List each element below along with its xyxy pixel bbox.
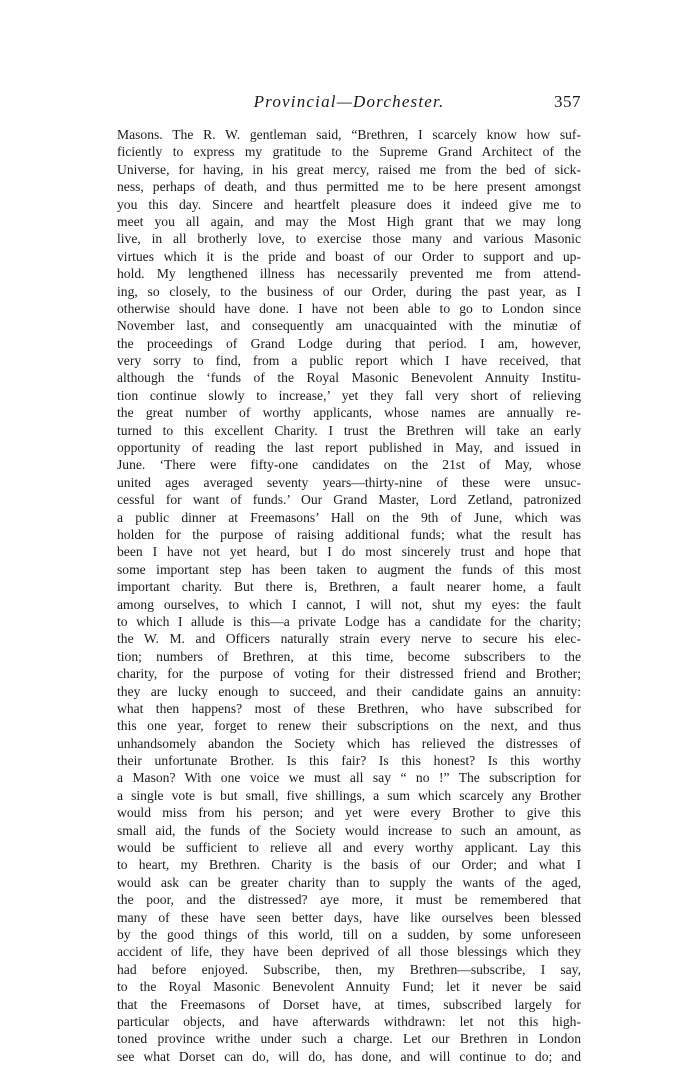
running-head [117,92,581,114]
text-line: turned to this excellent Charity. I trust the Brethren will take an early [117,422,581,438]
text-line: ness, perhaps of death, and thus permitted me to be here present amongst [117,179,581,195]
text-line: although the ‘funds of the Royal Masonic Benevolent Annuity Institu- [117,370,581,386]
text-line: their unfortunate Brother. Is this fair? Is this honest? Is this worthy [117,753,581,769]
text-line: Masons. The R. W. gentleman said, “Brethren, I scarcely know how suf- [117,127,581,142]
text-line: see what Dorset can do, will do, has done, and will continue to do; and [117,1048,581,1064]
text-line: some important step has been taken to augment the funds of this most [117,561,581,577]
text-line: to heart, my Brethren. Charity is the basis of our Order; and what I [117,857,581,873]
text-line: hold. My lengthened illness has necessarily prevented me from attend- [117,266,581,282]
text-line: to the Royal Masonic Benevolent Annuity Fund; let it never be said [117,979,581,995]
text-line: particular objects, and have afterwards withdrawn: let not this high- [117,1013,581,1029]
text-line: small aid, the funds of the Society would increase to such an amount, as [117,822,581,838]
text-line: November last, and consequently am unacquainted with the minutiæ of [117,318,581,334]
text-line: tion continue slowly to increase,’ yet they fall very short of relieving [117,387,581,403]
text-line: what then happens? most of these Brethren, who have subscribed for [117,700,581,716]
body-text [117,126,581,1065]
text-line: meet you all again, and may the Most High grant that we may long [117,213,581,229]
page-number: 357 [554,92,581,111]
text-line: that the Freemasons of Dorset have, at times, subscribed largely for [117,996,581,1012]
text-line: the great number of worthy applicants, whose names are annually re- [117,405,581,421]
text-line: June. ‘There were fifty-one candidates on the 21st of May, whose [117,457,581,473]
text-line: a single vote is but small, five shillings, a sum which scarcely any Brother [117,787,581,803]
text-line: the W. M. and Officers naturally strain every nerve to secure his elec- [117,631,581,647]
text-line: many of these have seen better days, have like ourselves been blessed [117,909,581,925]
text-line: toned province writhe under such a charge. Let our Brethren in London [117,1031,581,1047]
text-line: to which I allude is this—a private Lodge has a candidate for the charity; [117,613,581,629]
text-line: charity, for the purpose of voting for their distressed friend and Brother; [117,666,581,682]
text-line: united ages averaged seventy years—thirty-nine of these were unsuc- [117,474,581,490]
text-line: the proceedings of Grand Lodge during that period. I am, however, [117,335,581,351]
text-line: would be sufficient to relieve all and every worthy applicant. Lay this [117,840,581,856]
text-line: would miss from his person; and yet were every Brother to give this [117,805,581,821]
text-line: accident of life, they have been deprived of all those blessings which they [117,944,581,960]
text-line: Universe, for having, in his great mercy, raised me from the bed of sick- [117,161,581,177]
text-line: very sorry to find, from a public report which I have received, that [117,353,581,369]
text-line: been I have not yet heard, but I do most sincerely trust and hope that [117,544,581,560]
text-line: tion; numbers of Brethren, at this time, become subscribers to the [117,648,581,664]
text-line: you this day. Sincere and heartfelt pleasure does it indeed give me to [117,196,581,212]
text-line: unhandsomely abandon the Society which has relieved the distresses of [117,735,581,751]
text-line: they are lucky enough to succeed, and their candidate gains an annuity: [117,683,581,699]
text-line: the poor, and the distressed? aye more, it must be remembered that [117,892,581,908]
text-line: this one year, forget to renew their subscriptions on the next, and thus [117,718,581,734]
text-line: had before enjoyed. Subscribe, then, my Brethren—subscribe, I say, [117,961,581,977]
running-title: Provincial—Dorchester. [253,92,445,111]
text-line: among ourselves, to which I cannot, I will not, shut my eyes: the fault [117,596,581,612]
text-line: by the good things of this world, till on a sudden, by some unforeseen [117,926,581,942]
text-line: live, in all brotherly love, to exercise those many and various Masonic [117,231,581,247]
text-line: a public dinner at Freemasons’ Hall on the 9th of June, which was [117,509,581,525]
text-line: virtues which it is the pride and boast of our Order to support and up- [117,248,581,264]
text-line: holden for the purpose of raising additional funds; what the result has [117,526,581,542]
text-line: ficiently to express my gratitude to the Supreme Grand Architect of the [117,144,581,160]
text-line: opportunity of reading the last report published in May, and issued in [117,440,581,456]
text-line: ing, so closely, to the business of our Order, during the past year, as I [117,283,581,299]
text-line: would ask can be greater charity than to supply the wants of the aged, [117,874,581,890]
text-line: a Mason? With one voice we must all say “ no !” The subscription for [117,770,581,786]
text-line: cessful for want of funds.’ Our Grand Master, Lord Zetland, patronized [117,492,581,508]
text-line: important charity. But there is, Brethren, a fault nearer home, a fault [117,579,581,595]
text-line: otherwise should have done. I have not been able to go to London since [117,300,581,316]
